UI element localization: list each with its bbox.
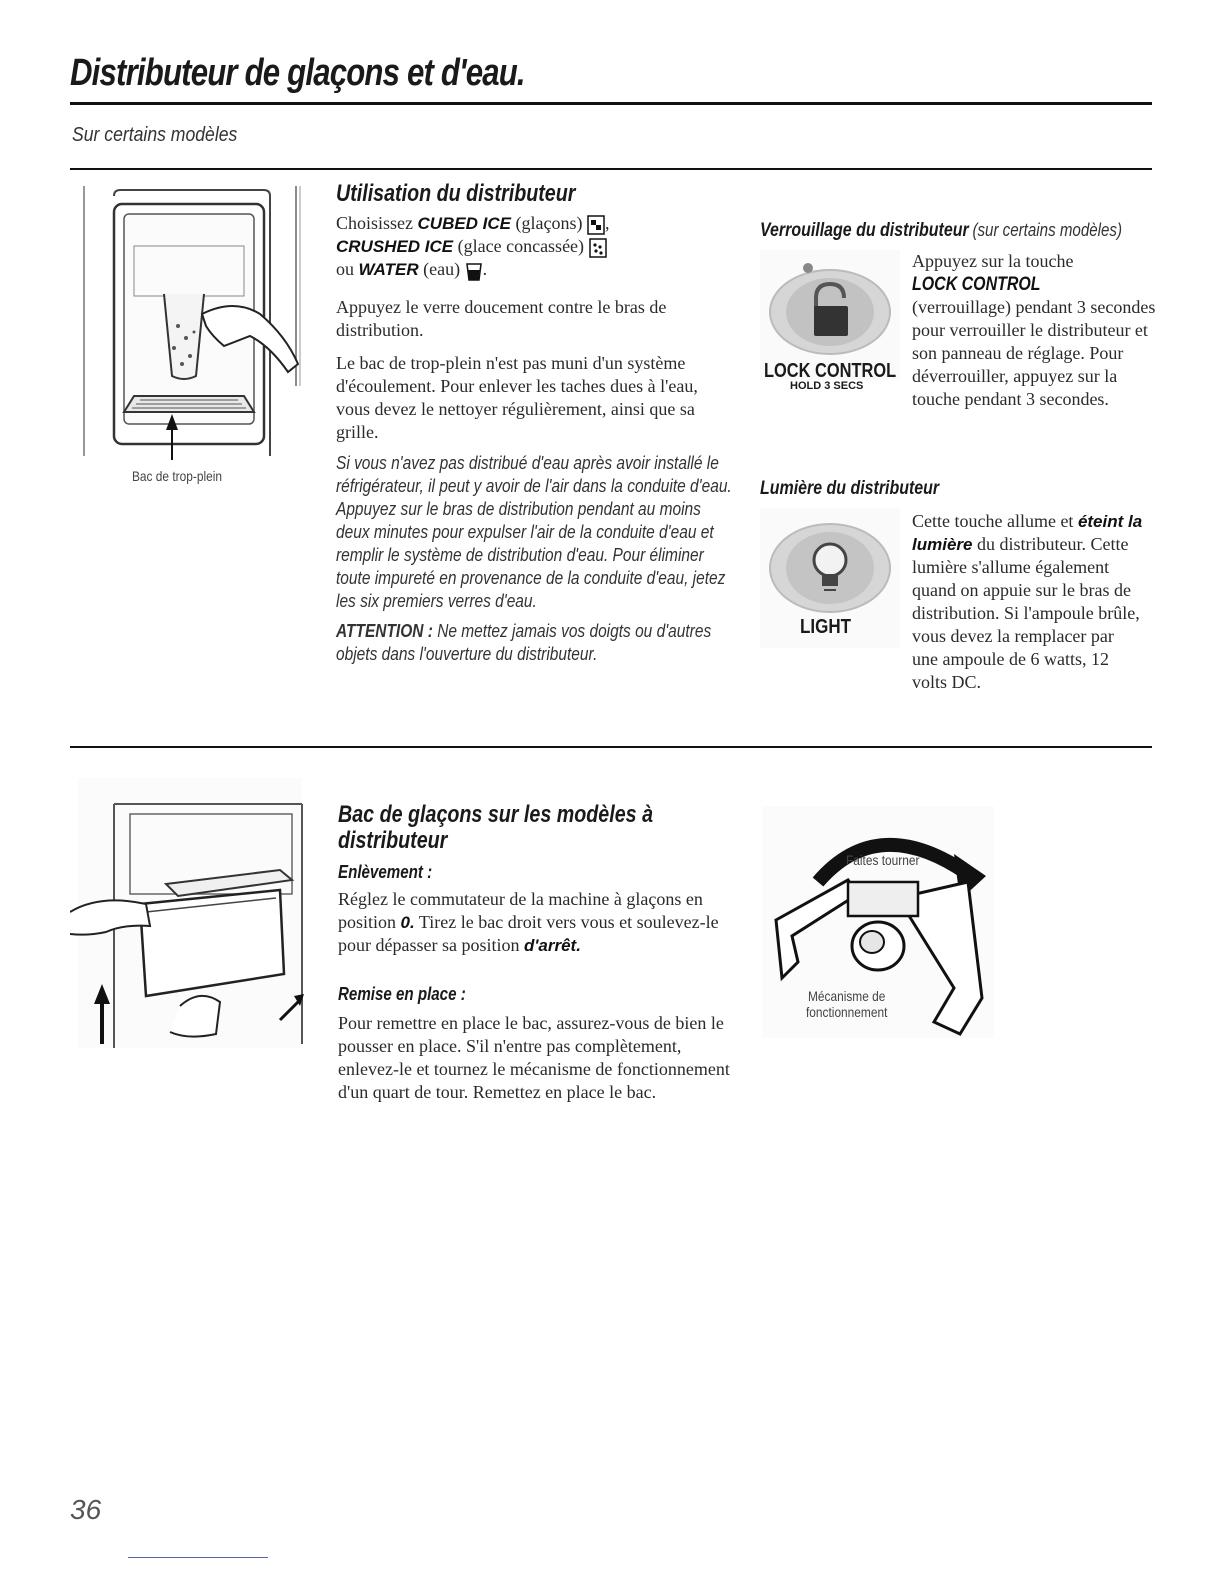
light-bold-text: éteint la lumière [912,512,1143,554]
position-value: 0. [400,913,415,932]
heading-verrouillage: Verrouillage du distributeur (sur certains modèles) [760,220,1123,241]
figure-caption-overflow: Bac de trop-plein [132,468,222,484]
page-number: 36 [70,1494,102,1525]
attention-label: ATTENTION : [336,621,433,641]
footer-line [128,1557,268,1558]
heading-enlevement: Enlèvement : [338,862,433,882]
cubed-ice-icon [587,215,605,235]
water-label: WATER [358,260,419,279]
ice-bin-illustration [70,774,310,1054]
section-rule-middle [70,746,1152,748]
light-text: Cette touche allume et éteint la lumière du distributeur. Cette lumière s'allume également quand on appuie sur le bras de distribution. Si l'ampoule brûle, vous devez la remplacer par une ampoule de 6 watts, 12 volts DC. [912,511,1143,692]
note-air-in-line: Si vous n'avez pas distribué d'eau après avoir installé le réfrigérateur, il peut y avoir de l'air dans la conduite d'eau. Appuyez sur le bras de distribution pendant au moins deux minutes pour expulser l'air de la conduite d'eau et remplir le système de distribution d'eau. Pour éliminer toute impureté en provenance de la conduite d'eau, jetez les six premiers verres d'eau. [336,453,732,611]
dispenser-illustration [74,186,304,466]
page-title: Distributeur de glaçons et d'eau. [70,52,525,94]
crushed-ice-icon [589,238,607,258]
lock-panel-sublabel: HOLD 3 SECS [790,380,864,392]
mechanism-label-line2: fonctionnement [806,1004,888,1020]
water-icon [465,261,483,281]
para-overflow-tray: Le bac de trop-plein n'est pas muni d'un système d'écoulement. Pour enlever les taches dues à l'eau, vous devez le nettoyer régulièrement, ainsi que sa grille. [336,353,698,442]
attention-note [336,620,733,666]
cubed-ice-label: CUBED ICE [417,214,512,233]
choose-options: Choisissez CUBED ICE (glaçons) , CRUSHED ICE (glace concassée) ou WATER (eau) . [336,213,610,279]
section-rule-top [70,168,1152,170]
heading-lumiere: Lumière du distributeur [760,478,940,499]
heading-utilisation: Utilisation du distributeur [336,180,576,207]
light-panel-label: LIGHT [800,616,851,638]
crushed-ice-label: CRUSHED ICE [336,237,454,256]
enlevement-text: Réglez le commutateur de la machine à glaçons en position 0. Tirez le bac droit vers vous et soulevez-le pour dépasser sa position d'arrêt. [338,889,719,955]
title-rule [70,102,1152,105]
stop-word: d'arrêt. [523,936,581,955]
para-press-glass: Appuyez le verre doucement contre le bras de distribution. [336,297,667,340]
lock-control-label: LOCK CONTROL [912,274,1041,295]
lock-panel-label: LOCK CONTROL [764,360,897,382]
heading-remise: Remise en place : [338,984,466,1004]
lock-text-top: Appuyez sur la touche LOCK CONTROL (verrouillage) pendant 3 secondes pour verrouiller le distributeur et son panneau de réglage. Pour déverrouiller, appuyez sur la touche pendant 3 secondes. [912,251,1156,409]
mechanism-label-line1: Mécanisme de [808,988,886,1004]
attention-text: Ne mettez jamais vos doigts ou d'autres objets dans l'ouverture du distributeur. [336,621,712,664]
turn-label: Faites tourner [846,852,920,868]
remise-text: Pour remettre en place le bac, assurez-vous de bien le pousser en place. S'il n'entre pas complètement, enlevez-le et tournez le mécanisme de fonctionnement d'un quart de tour. Remettez en place le bac. [338,1013,730,1102]
heading-bac: Bac de glaçons sur les modèles à distributeur [338,801,654,854]
page-subtitle: Sur certains modèles [72,124,238,146]
